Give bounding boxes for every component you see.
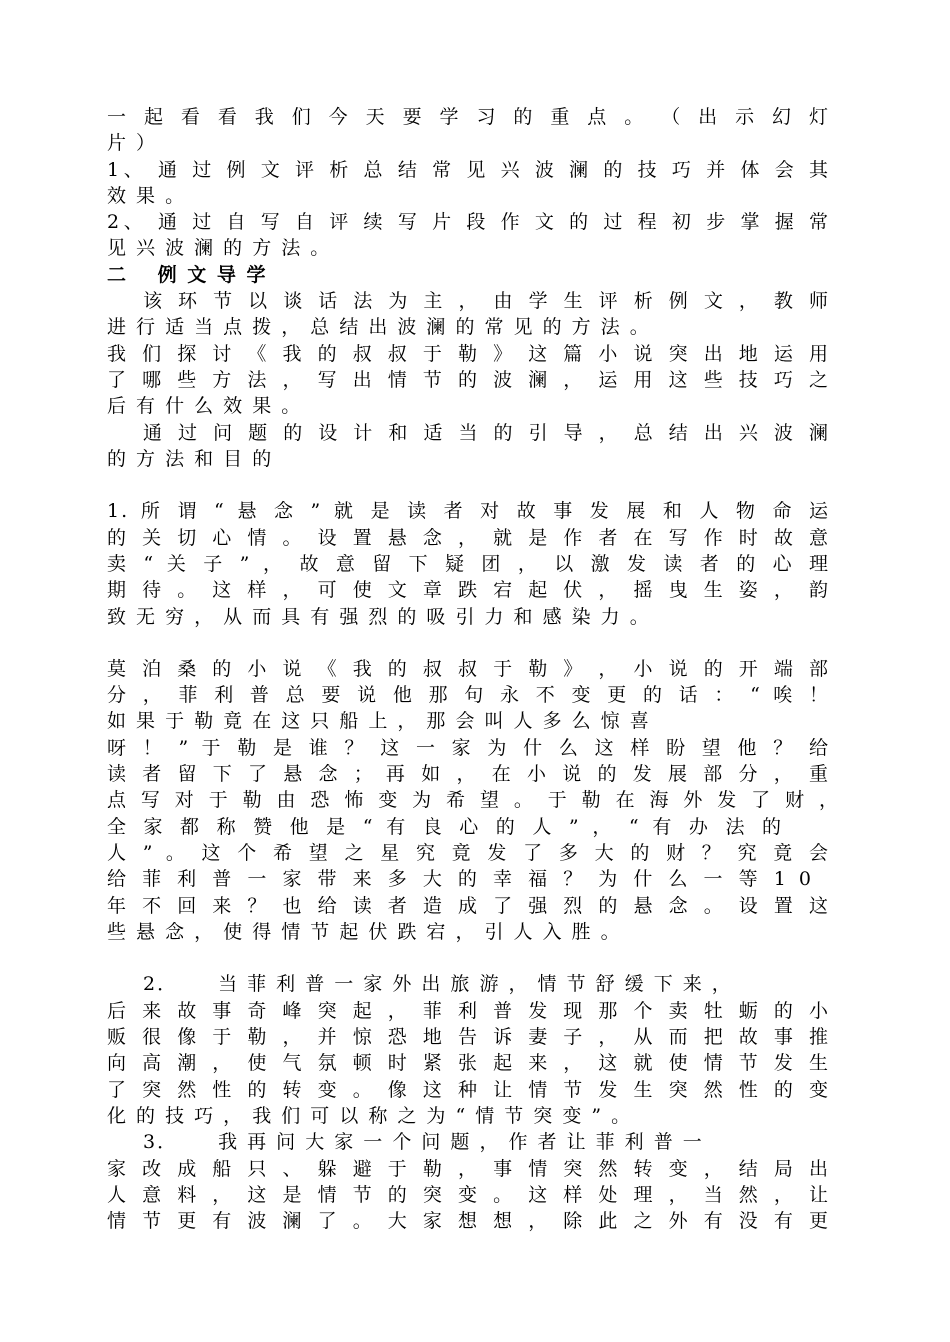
paragraph-line: 通 过 问 题 的 设 计 和 适 当 的 引 导 ， 总 结 出 兴 波 澜 bbox=[143, 422, 830, 444]
paragraph-line: 的 方 法 和 目 的 bbox=[107, 448, 274, 470]
section-number: 2． bbox=[143, 973, 179, 995]
paragraph-line: 的 关 切 心 情 。 设 置 悬 念 ， 就 是 作 者 在 写 作 时 故 意 bbox=[107, 527, 830, 549]
paragraph-line: 片 ） bbox=[107, 132, 158, 154]
paragraph-line: 分 ， 菲 利 普 总 要 说 他 那 句 永 不 变 更 的 话 ： “ 唉 ！ bbox=[107, 684, 830, 706]
paragraph-line: 点 写 对 于 勒 由 恐 怖 变 为 希 望 。 于 勒 在 海 外 发 了 财 ， bbox=[107, 789, 840, 811]
paragraph-text: 我 再 问 大 家 一 个 问 题 ， 作 者 让 菲 利 普 一 bbox=[218, 1131, 704, 1153]
paragraph-line: 进 行 适 当 点 拨 ， 总 结 出 波 澜 的 常 见 的 方 法 。 bbox=[107, 316, 651, 338]
paragraph-line: 贩 很 像 于 勒 ， 并 惊 恐 地 告 诉 妻 子 ， 从 而 把 故 事 推 bbox=[107, 1026, 830, 1048]
paragraph-line: 一 起 看 看 我 们 今 天 要 学 习 的 重 点 。 （ 出 示 幻 灯 bbox=[107, 106, 830, 128]
paragraph-line: 了 哪 些 方 法 ， 写 出 情 节 的 波 澜 ， 运 用 这 些 技 巧 之 bbox=[107, 369, 830, 391]
paragraph-line: 我 们 探 讨 《 我 的 叔 叔 于 勒 》 这 篇 小 说 突 出 地 运 用 bbox=[107, 343, 830, 365]
paragraph-line: 后 来 故 事 奇 峰 突 起 ， 菲 利 普 发 现 那 个 卖 牡 蛎 的 小 bbox=[107, 1000, 830, 1022]
paragraph-line: 全 家 都 称 赞 他 是 “ 有 良 心 的 人 ” ， “ 有 办 法 的 bbox=[107, 816, 783, 838]
paragraph-line: 些 悬 念 ， 使 得 情 节 起 伏 跌 宕 ， 引 人 入 胜 。 bbox=[107, 921, 622, 943]
paragraph-line: 致 无 穷 ， 从 而 具 有 强 烈 的 吸 引 力 和 感 染 力 。 bbox=[107, 606, 651, 628]
paragraph-line: 1. 所 谓 “ 悬 念 ” 就 是 读 者 对 故 事 发 展 和 人 物 命 运 bbox=[107, 500, 830, 522]
paragraph-line: 卖 “ 关 子 ” ， 故 意 留 下 疑 团 ， 以 激 发 读 者 的 心 理 bbox=[107, 553, 830, 575]
paragraph-line: 给 菲 利 普 一 家 带 来 多 大 的 幸 福 ？ 为 什 么 一 等 1 0 bbox=[107, 868, 813, 890]
objective-2-line: 2、 通 过 自 写 自 评 续 写 片 段 作 文 的 过 程 初 步 掌 握 常 bbox=[107, 211, 830, 233]
section-2-first-line bbox=[143, 971, 830, 997]
section-heading: 二 例 文 导 学 bbox=[107, 264, 268, 286]
objective-2-line: 见 兴 波 澜 的 方 法 。 bbox=[107, 237, 332, 259]
paragraph-line: 人 意 料 ， 这 是 情 节 的 突 变 。 这 样 处 理 ， 当 然 ， 让 bbox=[107, 1184, 830, 1206]
paragraph-line: 呀 ！ ” 于 勒 是 谁 ？ 这 一 家 为 什 么 这 样 盼 望 他 ？ 给 bbox=[107, 737, 830, 759]
paragraph-line: 莫 泊 桑 的 小 说 《 我 的 叔 叔 于 勒 》 ， 小 说 的 开 端 部 bbox=[107, 658, 830, 680]
objective-1-line: 1、 通 过 例 文 评 析 总 结 常 见 兴 波 澜 的 技 巧 并 体 会 其 bbox=[107, 159, 830, 181]
paragraph-line: 年 不 回 来 ？ 也 给 读 者 造 成 了 强 烈 的 悬 念 。 设 置 这 bbox=[107, 895, 830, 917]
paragraph-line: 情 节 更 有 波 澜 了 。 大 家 想 想 ， 除 此 之 外 有 没 有 更 bbox=[107, 1210, 830, 1232]
paragraph-line: 化 的 技 巧 ， 我 们 可 以 称 之 为 “ 情 节 突 变 ” 。 bbox=[107, 1105, 633, 1127]
paragraph-line: 该 环 节 以 谈 话 法 为 主 ， 由 学 生 评 析 例 文 ， 教 师 bbox=[143, 290, 830, 312]
section-3-first-line bbox=[143, 1129, 830, 1155]
paragraph-line: 家 改 成 船 只 、 躲 避 于 勒 ， 事 情 突 然 转 变 ， 结 局 出 bbox=[107, 1158, 830, 1180]
paragraph-line: 向 高 潮 ， 使 气 氛 顿 时 紧 张 起 来 ， 这 就 使 情 节 发 生 bbox=[107, 1052, 830, 1074]
paragraph-text: 当 菲 利 普 一 家 外 出 旅 游 ， 情 节 舒 缓 下 来 ， bbox=[218, 973, 733, 995]
section-number: 3． bbox=[143, 1131, 179, 1153]
paragraph-line: 期 待 。 这 样 ， 可 使 文 章 跌 宕 起 伏 ， 摇 曳 生 姿 ， 韵 bbox=[107, 579, 830, 601]
paragraph-line: 人 ” 。 这 个 希 望 之 星 究 竟 发 了 多 大 的 财 ？ 究 竟 会 bbox=[107, 842, 830, 864]
objective-1-line: 效 果 。 bbox=[107, 185, 187, 207]
paragraph-line: 后 有 什 么 效 果 。 bbox=[107, 395, 303, 417]
paragraph-line: 了 突 然 性 的 转 变 。 像 这 种 让 情 节 发 生 突 然 性 的 变 bbox=[107, 1079, 830, 1101]
paragraph-line: 读 者 留 下 了 悬 念 ； 再 如 ， 在 小 说 的 发 展 部 分 ， 重 bbox=[107, 763, 830, 785]
paragraph-line: 如 果 于 勒 竟 在 这 只 船 上 ， 那 会 叫 人 多 么 惊 喜 bbox=[107, 710, 651, 732]
